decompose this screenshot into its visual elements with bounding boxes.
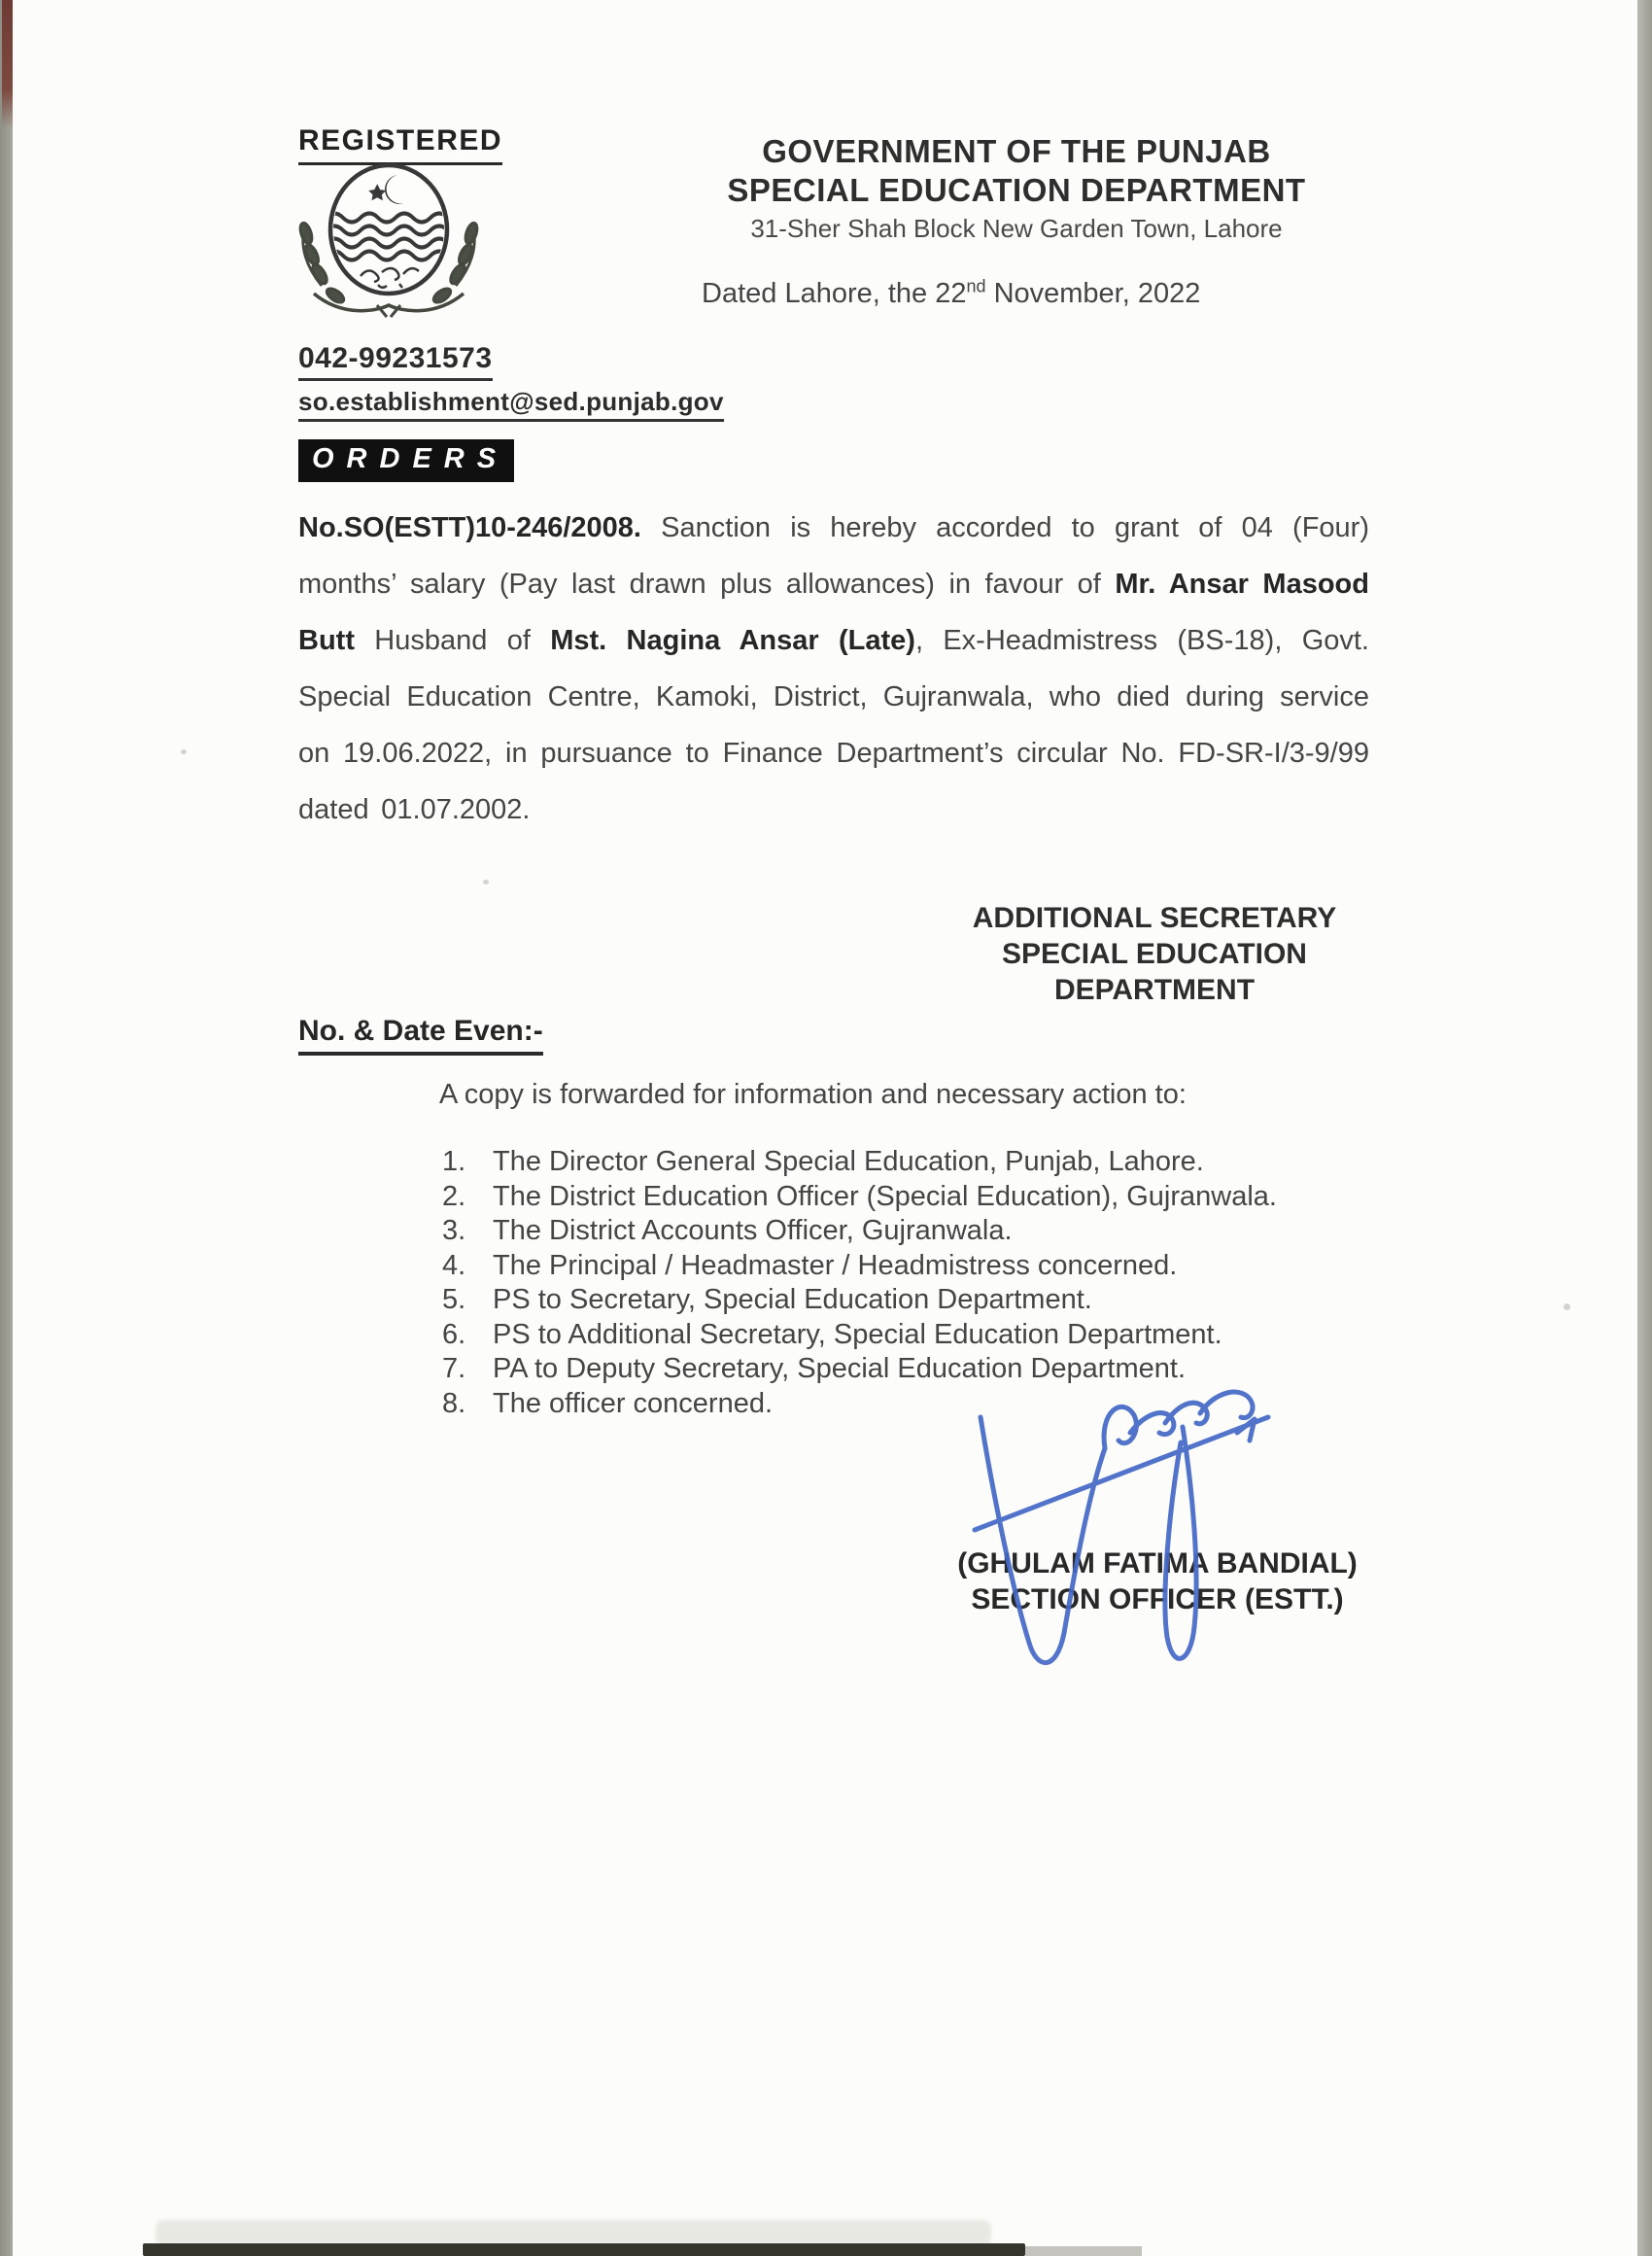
date-suffix: November, 2022 — [985, 278, 1201, 309]
deceased-name: Mst. Nagina Ansar (Late) — [550, 625, 915, 656]
email-address: so.establishment@sed.punjab.gov — [298, 387, 724, 422]
distribution-item-8: The officer concerned. — [493, 1387, 774, 1419]
phone-number: 042-99231573 — [298, 342, 493, 381]
distribution-item-1: The Director General Special Education, Punjab, Lahore. — [493, 1146, 1204, 1177]
department-title: SPECIAL EDUCATION DEPARTMENT — [727, 172, 1306, 208]
government-title: GOVERNMENT OF THE PUNJAB — [762, 133, 1271, 169]
beneficiary-name: Mr. Ansar Masood Butt — [298, 569, 1369, 656]
scan-artifact-left-red-mark — [2, 0, 13, 128]
date-ordinal-suffix: nd — [966, 276, 986, 296]
date-prefix: Dated Lahore, the 22 — [702, 278, 967, 309]
orders-heading: ORDERS — [298, 439, 514, 482]
order-text-2: Husband of — [354, 625, 551, 656]
scan-speck — [483, 880, 489, 885]
distribution-item-2: The District Education Officer (Special Education), Gujranwala. — [493, 1180, 1277, 1212]
scan-artifact-bottom-band — [143, 2243, 1025, 2256]
officer-name: (GHULAM FATIMA BANDIAL) — [957, 1547, 1358, 1579]
officer-title: SECTION OFFICER (ESTT.) — [971, 1583, 1344, 1615]
distribution-item-6: PS to Additional Secretary, Special Education Department. — [493, 1318, 1222, 1350]
order-paragraph — [298, 500, 1369, 838]
handwritten-signature — [957, 1372, 1299, 1699]
signatory-line-2: SPECIAL EDUCATION — [1002, 938, 1307, 970]
department-address: 31-Sher Shah Block New Garden Town, Lahore — [750, 214, 1283, 243]
date-line — [702, 278, 1200, 310]
order-text-3: , Ex-Headmistress (BS-18), Govt. Special Education Centre, Kamoki, District, Gujranwala, who died during service on 19.06.2022, in pursuance to Finance Department’s circular No. FD-SR-I/3-9/99 dated 01.07.2002. — [298, 625, 1369, 825]
forwarding-line: A copy is forwarded for information and necessary action to: — [439, 1079, 1187, 1110]
scan-artifact-bottom-fuzz — [155, 2220, 991, 2245]
signatory-designation-block — [912, 900, 1397, 1008]
signatory-line-1: ADDITIONAL SECRETARY — [972, 902, 1337, 934]
scan-artifact-left-edge — [0, 0, 13, 2256]
scan-artifact-bottom-band-light — [1025, 2246, 1142, 2256]
letterhead — [676, 132, 1357, 244]
distribution-item-7: PA to Deputy Secretary, Special Education Department. — [493, 1353, 1187, 1384]
order-reference-number: No.SO(ESTT)10-246/2008. — [298, 512, 641, 543]
scan-artifact-right-edge — [1640, 0, 1652, 2256]
distribution-item-4: The Principal / Headmaster / Headmistress concerned. — [493, 1249, 1178, 1281]
distribution-item-3: The District Accounts Officer, Gujranwala. — [493, 1215, 1013, 1246]
scan-artifact-right-line — [1637, 0, 1640, 2256]
order-text-1: Sanction is hereby accorded to grant of 04 (Four) months’ salary (Pay last drawn plus allowances) in favour of — [298, 512, 1369, 600]
no-and-date-heading: No. & Date Even:- — [298, 1015, 543, 1056]
registered-label: REGISTERED — [298, 124, 502, 165]
scan-speck — [181, 749, 187, 754]
signatory-line-3: DEPARTMENT — [1053, 974, 1256, 1006]
distribution-item-5: PS to Secretary, Special Education Department. — [493, 1284, 1092, 1315]
scan-speck — [1564, 1303, 1570, 1310]
punjab-government-crest-logo — [285, 157, 493, 321]
